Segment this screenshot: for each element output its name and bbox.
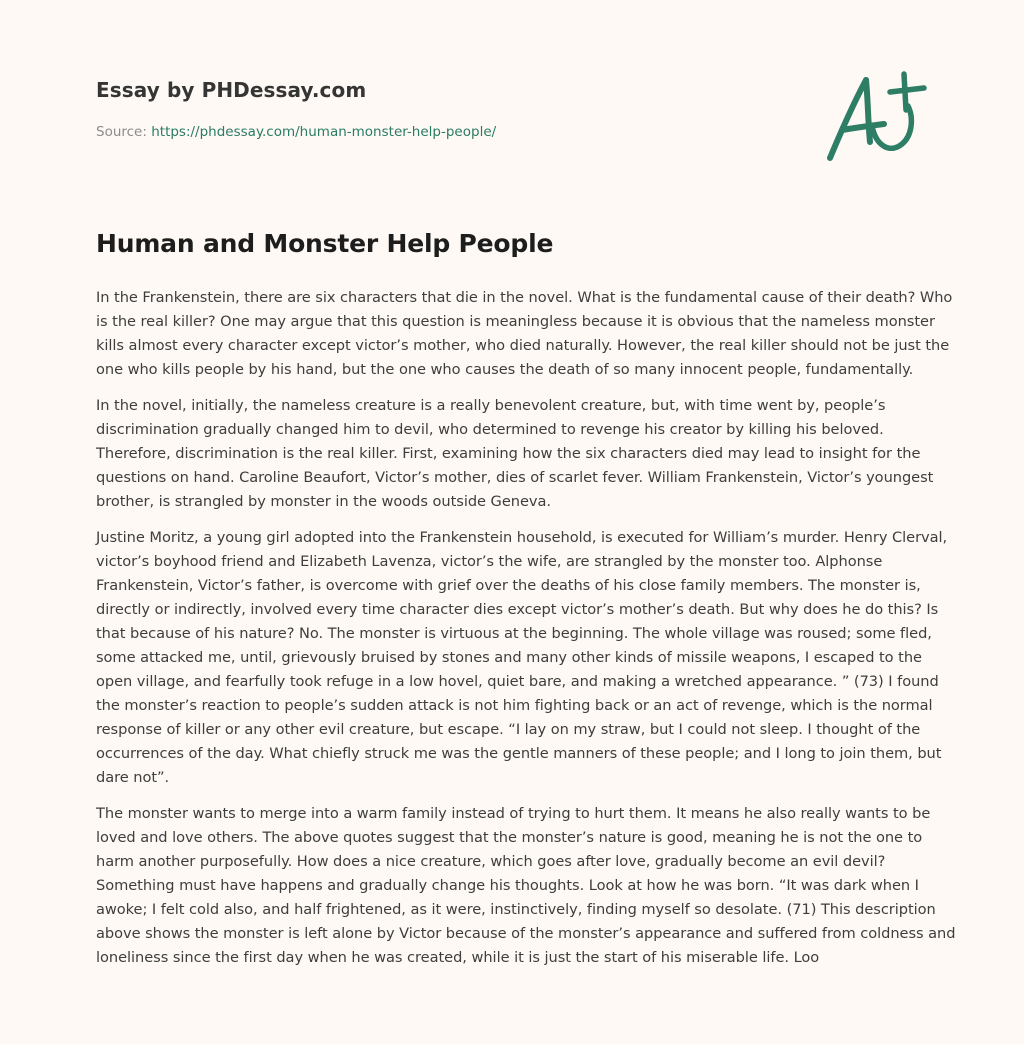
paragraph: In the novel, initially, the nameless creature is a really benevolent creature, but, with time went by, people’s discrimination gradually changed him to devil, who determined to revenge his creator by killing his beloved. Therefore, discrimination is the real killer. First, examining how the six characters died may lead to insight for the questions on hand. Caroline Beaufort, Victor’s mother, dies of scarlet fever. William Frankenstein, Victor’s youngest brother, is strangled by monster in the woods outside Geneva. [96,397,934,510]
site-title: Essay by PHDessay.com [96,78,367,102]
paragraph: In the Frankenstein, there are six characters that die in the novel. What is the fundamental cause of their death? Who is the real killer? One may argue that this question is meaningless because it is obvious that the nameless monster kills almost every character except victor’s mother, who died naturally. However, the real killer should not be just the one who kills people by his hand, but the one who causes the death of so many innocent people, fundamentally. [96,289,953,378]
page-header [96,76,928,142]
paragraph: The monster wants to merge into a warm family instead of trying to hurt them. It means he also really wants to be loved and love others. The above quotes suggest that the monster’s nature is good, meaning he is not the one to harm another purposefully. How does a nice creature, which goes after love, gradually become an evil devil? Something must have happens and gradually change his thoughts. Look at how he was born. “It was dark when I awoke; I felt cold also, and half frightened, as it were, instinctively, finding myself so desolate. (71) This description above shows the monster is left alone by Victor because of the monster’s appearance and suffered from coldness and loneliness since the first day when he was created, while it is just the start of his miserable life. Loo [96,805,956,966]
a-plus-grade-icon [822,66,930,166]
article-body [96,286,962,982]
article-title: Human and Monster Help People [96,229,554,258]
paragraph: Justine Moritz, a young girl adopted into the Frankenstein household, is executed for William’s murder. Henry Clerval, victor’s boyhood friend and Elizabeth Lavenza, victor’s the wife, are strangled by the monster too. Alphonse Frankenstein, Victor’s father, is overcome with grief over the deaths of his close family members. The monster is, directly or indirectly, involved every time character dies except victor’s mother’s death. But why does he do this? Is that because of his nature? No. The monster is virtuous at the beginning. The whole village was roused; some fled, some attacked me, until, grievously bruised by stones and many other kinds of missile weapons, I escaped to the open village, and fearfully took refuge in a low hovel, quiet bare, and making a wretched appearance. ” (73) I found the monster’s reaction to people’s sudden attack is not him fighting back or an act of revenge, which is the normal response of killer or any other evil creature, but escape. “I lay on my straw, but I could not sleep. I thought of the occurrences of the day. What chiefly struck me was the gentle manners of these people; and I long to join them, but dare not”. [96,529,948,786]
source-label: Source: [96,124,147,140]
source-link[interactable]: https://phdessay.com/human-monster-help-people/ [151,124,497,140]
source-line [96,122,928,142]
